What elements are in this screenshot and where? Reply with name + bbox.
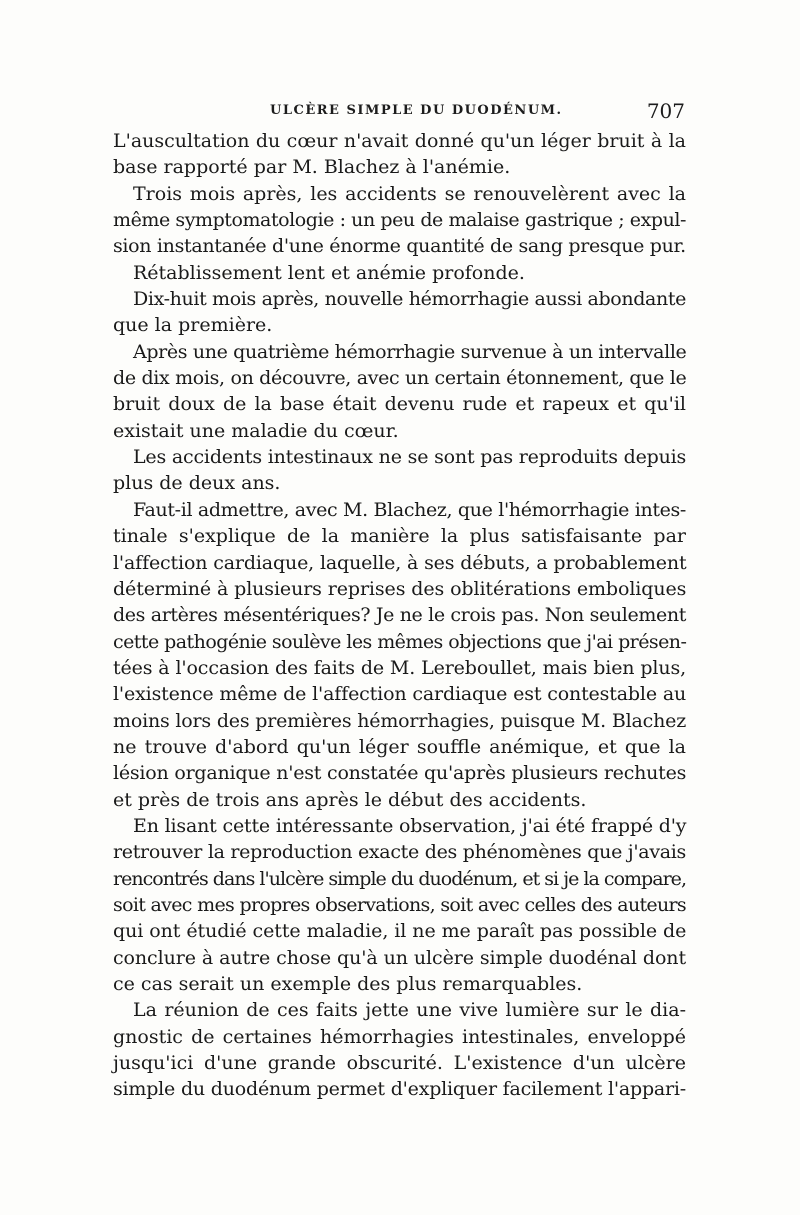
text-line: plus de deux ans. <box>113 472 281 495</box>
text-line: Les accidents intestinaux ne se sont pas reproduits depuis <box>133 446 687 469</box>
running-title: ULCÈRE SIMPLE DU DUODÉNUM. <box>270 103 563 118</box>
text-line: Rétablissement lent et anémie profonde. <box>133 261 525 284</box>
text-line: Dix-huit mois après, nouvelle hémorrhagie aussi abondante <box>133 288 686 311</box>
text-line: que la première. <box>113 314 273 337</box>
paragraph <box>113 128 686 181</box>
text-line: En lisant cette intéressante observation, j'ai été frappé d'y <box>133 814 687 837</box>
text-line: cette pathogénie soulève les mêmes objections que j'ai présen- <box>113 630 687 653</box>
text-line: conclure à autre chose qu'à un ulcère simple duodénal dont <box>113 946 686 969</box>
text-line: existait une maladie du cœur. <box>113 419 399 442</box>
paragraph <box>113 444 686 497</box>
text-line: Après une quatrième hémorrhagie survenue à un intervalle <box>133 340 687 363</box>
text-line: La réunion de ces faits jette une vive lumière sur le dia- <box>133 999 686 1022</box>
text-line: sion instantanée d'une énorme quantité de sang presque pur. <box>113 235 686 258</box>
text-line: rencontrés dans l'ulcère simple du duodénum, et si je la compare, <box>113 867 686 890</box>
paragraph <box>113 497 686 813</box>
text-line: même symptomatologie : un peu de malaise gastrique ; expul- <box>113 209 686 232</box>
text-line: soit avec mes propres observations, soit avec celles des auteurs <box>113 893 686 916</box>
text-line: jusqu'ici d'une grande obscurité. L'existence d'un ulcère <box>113 1052 686 1075</box>
text-line: ne trouve d'abord qu'un léger souffle anémique, et que la <box>113 735 686 758</box>
body-text <box>113 128 686 1103</box>
text-line: moins lors des premières hémorrhagies, puisque M. Blachez <box>113 709 687 732</box>
text-line: base rapporté par M. Blachez à l'anémie. <box>113 156 511 179</box>
text-line: ce cas serait un exemple des plus remarquables. <box>113 973 583 995</box>
text-line: Trois mois après, les accidents se renouvelèrent avec la <box>133 182 686 205</box>
paragraph <box>113 260 686 286</box>
text-line: déterminé à plusieurs reprises des oblitérations emboliques <box>113 577 687 600</box>
text-line: gnostic de certaines hémorrhagies intestinales, enveloppé <box>113 1025 686 1048</box>
text-line: l'existence même de l'affection cardiaque est contestable au <box>113 683 687 706</box>
paragraph <box>113 997 686 1102</box>
paragraph <box>113 813 686 997</box>
text-line: retrouver la reproduction exacte des phénomènes que j'avais <box>113 841 686 864</box>
text-line: Faut-il admettre, avec M. Blachez, que l'hémorrhagie intes- <box>133 498 686 521</box>
paragraph <box>113 339 686 444</box>
text-line: simple du duodénum permet d'expliquer facilement l'appari- <box>113 1078 686 1101</box>
text-line: tées à l'occasion des faits de M. Lereboullet, mais bien plus, <box>113 656 686 679</box>
text-line: tinale s'explique de la manière la plus satisfaisante par <box>113 525 686 548</box>
text-line: de dix mois, on découvre, avec un certain étonnement, que le <box>113 367 687 390</box>
text-line: bruit doux de la base était devenu rude et rapeux et qu'il <box>113 393 686 416</box>
text-line: L'auscultation du cœur n'avait donné qu'un léger bruit à la <box>113 130 686 152</box>
text-line: et près de trois ans après le début des accidents. <box>113 788 587 811</box>
page-number: 707 <box>646 99 685 123</box>
running-head <box>110 99 685 123</box>
text-line: des artères mésentériques? Je ne le crois pas. Non seulement <box>113 604 686 627</box>
paragraph <box>113 181 686 260</box>
text-line: lésion organique n'est constatée qu'après plusieurs rechutes <box>113 762 687 785</box>
paragraph <box>113 286 686 339</box>
text-line: qui ont étudié cette maladie, il ne me paraît pas possible de <box>113 920 687 943</box>
text-line: l'affection cardiaque, laquelle, à ses débuts, a probablement <box>113 551 687 574</box>
